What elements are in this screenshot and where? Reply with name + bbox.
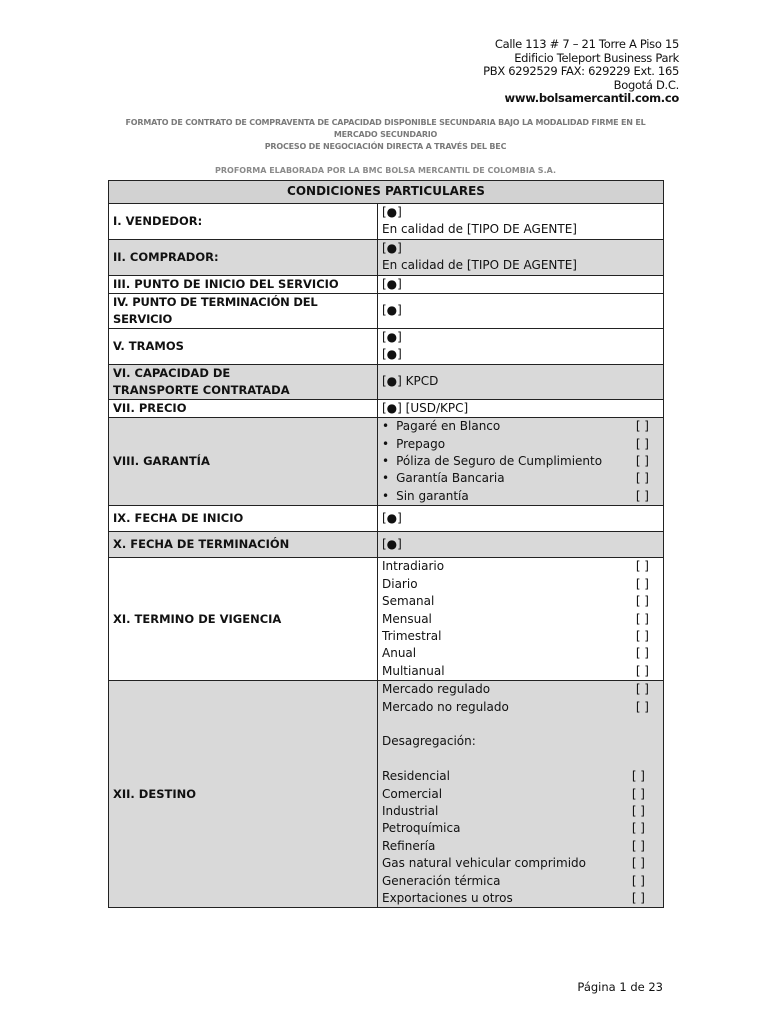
title-line: MERCADO SECUNDARIO [333,130,438,139]
title-line: FORMATO DE CONTRATO DE COMPRAVENTA DE CAPACIDAD DISPONIBLE SECUNDARIA BAJO LA MODALIDAD FIRME EN EL [125,118,646,127]
sector-option[interactable]: Refinería [ ] [382,838,659,855]
sector-option[interactable]: Petroquímica [ ] [382,820,659,837]
market-option[interactable]: Mercado regulado [ ] [382,681,659,698]
row-value [378,558,664,681]
checkbox[interactable]: [ ] [631,769,645,784]
guarantee-option[interactable]: • Prepago [ ] [382,436,659,453]
row-label: II. COMPRADOR: [109,239,378,275]
sector-option[interactable]: Comercial [ ] [382,786,659,803]
row-value [378,681,664,908]
term-option[interactable]: Intradiario [ ] [382,558,659,575]
row-value [378,329,664,365]
term-option[interactable]: Mensual [ ] [382,611,659,628]
checkbox[interactable]: [ ] [635,682,649,697]
row-value: [●] KPCD [378,364,664,399]
checkbox[interactable]: [ ] [631,803,645,818]
checkbox[interactable]: [ ] [631,890,645,905]
row-value: [●] [378,294,664,329]
checkbox[interactable]: [ ] [631,821,645,836]
row-label: IV. PUNTO DE TERMINACIÓN DEL SERVICIO [109,294,378,329]
row-precio [109,399,664,417]
row-label: VIII. GARANTÍA [109,418,378,506]
checkbox[interactable]: [ ] [635,663,649,678]
checkbox[interactable]: [ ] [635,488,649,503]
row-label: X. FECHA DE TERMINACIÓN [109,532,378,558]
proforma-note: PROFORMA ELABORADA POR LA BMC BOLSA MERCANTIL DE COLOMBIA S.A. [215,166,556,175]
row-comprador [109,239,664,275]
guarantee-option[interactable]: • Sin garantía [ ] [382,488,659,505]
value-line: [●] [382,347,402,362]
checkbox[interactable]: [ ] [635,454,649,469]
checkbox[interactable]: [ ] [631,786,645,801]
value-line: En calidad de [TIPO DE AGENTE] [382,258,577,273]
checkbox[interactable]: [ ] [635,628,649,643]
row-label: III. PUNTO DE INICIO DEL SERVICIO [109,275,378,293]
row-vigencia [109,558,664,681]
website-link[interactable]: www.bolsamercantil.com.co [504,91,679,105]
guarantee-option[interactable]: • Póliza de Seguro de Cumplimiento [ ] [382,453,659,470]
row-label: XI. TERMINO DE VIGENCIA [109,558,378,681]
term-option[interactable]: Semanal [ ] [382,593,659,610]
row-label: XII. DESTINO [109,681,378,908]
row-label: V. TRAMOS [109,329,378,365]
address-line: Calle 113 # 7 – 21 Torre A Piso 15 [494,37,679,51]
row-label: I. VENDEDOR: [109,204,378,240]
row-value: [●] [378,275,664,293]
checkbox[interactable]: [ ] [635,559,649,574]
address-line: Edificio Teleport Business Park [514,50,679,65]
row-fecha-inicio [109,506,664,532]
checkbox[interactable]: [ ] [631,856,645,871]
checkbox[interactable]: [ ] [635,699,649,714]
row-value [378,204,664,240]
term-option[interactable]: Multianual [ ] [382,663,659,680]
row-label: IX. FECHA DE INICIO [109,506,378,532]
checkbox[interactable]: [ ] [635,471,649,486]
page-number: Página 1 de 23 [577,980,663,994]
guarantee-option[interactable]: • Garantía Bancaria [ ] [382,470,659,487]
sector-option[interactable]: Industrial [ ] [382,803,659,820]
sector-option[interactable]: Gas natural vehicular comprimido [ ] [382,855,659,872]
checkbox[interactable]: [ ] [635,419,649,434]
row-tramos [109,329,664,365]
row-value: [●] [USD/KPC] [378,399,664,417]
sector-option[interactable]: Exportaciones u otros [ ] [382,890,659,907]
title-line: PROCESO DE NEGOCIACIÓN DIRECTA A TRAVÉS DEL BEC [264,142,507,151]
market-option[interactable]: Mercado no regulado [ ] [382,699,659,716]
term-option[interactable]: Trimestral [ ] [382,628,659,645]
value-line: [●] [382,205,402,219]
row-value: [●] [378,532,664,558]
checkbox[interactable]: [ ] [631,838,645,853]
desagregacion-label: Desagregación: [382,734,476,749]
sector-option[interactable]: Generación térmica [ ] [382,873,659,890]
value-line: En calidad de [TIPO DE AGENTE] [382,222,577,237]
checkbox[interactable]: [ ] [635,611,649,626]
value-line: [●] [382,240,402,255]
document-title [108,117,663,153]
table-heading: CONDICIONES PARTICULARES [109,181,664,204]
row-value [378,418,664,506]
row-capacidad [109,364,664,399]
row-value: [●] [378,506,664,532]
checkbox[interactable]: [ ] [635,576,649,591]
checkbox[interactable]: [ ] [635,436,649,451]
conditions-table [108,180,664,908]
checkbox[interactable]: [ ] [635,646,649,661]
checkbox[interactable]: [ ] [635,594,649,609]
value-line: [●] [382,330,402,345]
checkbox[interactable]: [ ] [631,873,645,888]
address-line: PBX 6292529 FAX: 629229 Ext. 165 [483,64,679,78]
company-address [483,38,679,106]
row-value [378,239,664,275]
row-destino [109,681,664,908]
row-label: VII. PRECIO [109,399,378,417]
row-label: VI. CAPACIDAD DE TRANSPORTE CONTRATADA [109,364,378,399]
term-option[interactable]: Anual [ ] [382,645,659,662]
row-inicio-servicio [109,275,664,293]
sector-option[interactable]: Residencial [ ] [382,768,659,785]
guarantee-option[interactable]: • Pagaré en Blanco [ ] [382,418,659,435]
term-option[interactable]: Diario [ ] [382,576,659,593]
address-line: Bogotá D.C. [613,77,679,92]
row-terminacion-servicio [109,294,664,329]
row-fecha-terminacion [109,532,664,558]
row-vendedor [109,204,664,240]
row-garantia [109,418,664,506]
